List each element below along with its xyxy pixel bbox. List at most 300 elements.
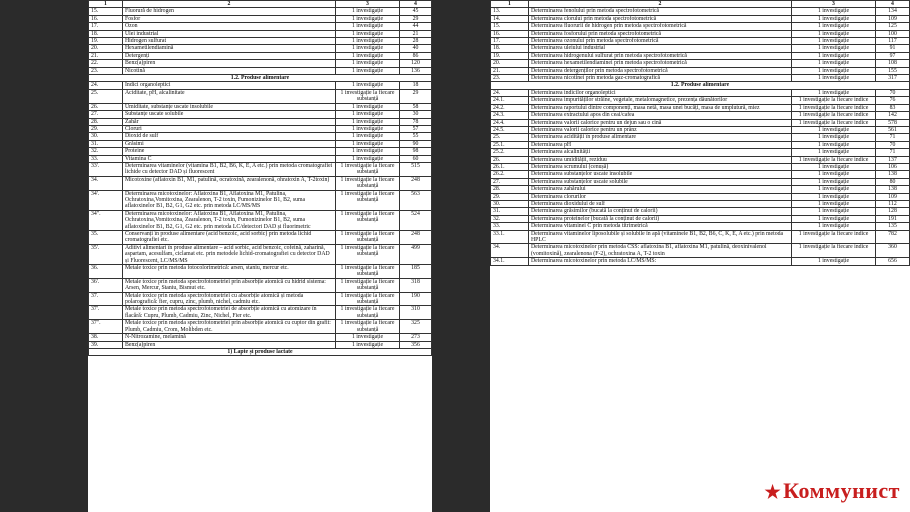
service-name: Vitamina C	[123, 155, 336, 162]
price-cell: 71	[876, 134, 910, 141]
price-cell: 86	[400, 52, 432, 59]
row-number: 16.	[89, 15, 123, 22]
table-row	[89, 176, 432, 190]
price-cell: 563	[400, 190, 432, 210]
row-number: 17.	[89, 23, 123, 30]
table-row	[491, 244, 910, 258]
row-number: 24.2.	[491, 104, 529, 111]
service-name: Determinarea micotoxinelor prin metoda CSS: aflatoxina B1, aflatoxina M1, patulină, deoxinivalenol (vomitoxină), zearalenona (F-2), ochratoxina A, T-2 toxin	[529, 244, 792, 258]
table-row	[491, 141, 910, 148]
price-cell: 138	[876, 186, 910, 193]
unit-cell: 1 investigație la fiecare substanță	[336, 292, 400, 306]
price-cell: 45	[400, 8, 432, 15]
service-name: Hexametilendiamină	[123, 45, 336, 52]
table-row	[491, 223, 910, 230]
right-document-page	[490, 0, 910, 512]
row-number: 15.	[491, 23, 529, 30]
price-cell: 18	[400, 82, 432, 89]
service-name: Aciditate, pH, alcalinitate	[123, 89, 336, 103]
unit-cell: 1 investigație	[792, 23, 876, 30]
section-title: 1.2. Produse alimentare	[89, 75, 432, 82]
service-name: Determinarea uleiului industrial	[529, 45, 792, 52]
service-name: Conservanți în produse alimentare (acid benzoic, acid sorbic) prin metoda lichid cromatografiei etc.	[123, 231, 336, 245]
unit-cell: 1 investigație la fiecare indice	[792, 104, 876, 111]
unit-cell: 1 investigație	[792, 163, 876, 170]
unit-cell: 1 investigație la fiecare substanță	[336, 244, 400, 264]
section-title: 1) Lapte și produse lactate	[89, 348, 432, 355]
price-cell: 138	[876, 171, 910, 178]
service-name: Fluorură de hidrogen	[123, 8, 336, 15]
price-cell: 135	[876, 223, 910, 230]
row-number: 19.	[89, 38, 123, 45]
service-name: Determinarea hexametilendiaminei prin metoda spectrofotometrică	[529, 60, 792, 67]
unit-cell: 1 investigație	[336, 38, 400, 45]
price-cell: 100	[876, 30, 910, 37]
service-name: Determinarea vitaminelor liposolubile și solubile în apă (vitaminele B1, B2, B6, C, K, E, A etc.) prin metoda HPLC	[529, 230, 792, 244]
unit-cell: 1 investigație	[792, 200, 876, 207]
service-name: Determinarea impurităților străine, vegetale, metalomagnetice, prezența dăunătorilor	[529, 97, 792, 104]
table-row	[89, 118, 432, 125]
row-number: 31.	[491, 208, 529, 215]
table-row	[491, 30, 910, 37]
unit-cell: 1 investigație	[336, 60, 400, 67]
row-number: 23.	[491, 75, 529, 82]
price-cell: 70	[876, 141, 910, 148]
right-price-table	[490, 0, 910, 266]
unit-cell: 1 investigație la fiecare substanță	[336, 89, 400, 103]
unit-cell: 1 investigație la fiecare substanță	[336, 210, 400, 230]
header-cell: 2	[123, 1, 336, 8]
table-row	[89, 60, 432, 67]
table-row	[89, 52, 432, 59]
service-name: Benz(a)piren	[123, 341, 336, 348]
price-cell: 356	[400, 341, 432, 348]
table-row	[491, 208, 910, 215]
row-number: 28.	[491, 186, 529, 193]
price-cell: 190	[400, 292, 432, 306]
service-name: Indici organoleptici	[123, 82, 336, 89]
service-name: Determinarea fenolului prin metoda spectrofotometrică	[529, 8, 792, 15]
header-cell: 2	[529, 1, 792, 8]
service-name: N-Nitrozamine, melamină	[123, 334, 336, 341]
unit-cell: 1 investigație	[792, 223, 876, 230]
table-row	[89, 320, 432, 334]
service-name: Determinarea alcalinității	[529, 149, 792, 156]
service-name: Determinarea clorului prin metoda spectrofotometrică	[529, 15, 792, 22]
unit-cell: 1 investigație	[792, 38, 876, 45]
table-row	[89, 341, 432, 348]
price-cell: 137	[876, 156, 910, 163]
unit-cell: 1 investigație	[336, 103, 400, 110]
row-number: 25.2.	[491, 149, 529, 156]
service-name: Determinarea raportului dintre componenți, masa netă, masa unei bucăți, masa de umplutură, miez	[529, 104, 792, 111]
price-cell: 71	[876, 149, 910, 156]
header-cell: 3	[336, 1, 400, 8]
row-number: 26.2.	[491, 171, 529, 178]
price-cell: 29	[400, 15, 432, 22]
unit-cell: 1 investigație la fiecare substanță	[336, 231, 400, 245]
unit-cell: 1 investigație la fiecare indice	[792, 230, 876, 244]
row-number: 20.	[89, 45, 123, 52]
header-row	[89, 1, 432, 8]
service-name: Ulei industrial	[123, 30, 336, 37]
price-cell: 106	[876, 163, 910, 170]
table-row	[491, 230, 910, 244]
unit-cell: 1 investigație	[792, 134, 876, 141]
row-number: 20.	[491, 60, 529, 67]
service-name: Determinarea umidității, reziduu	[529, 156, 792, 163]
service-name: Zahăr	[123, 118, 336, 125]
unit-cell: 1 investigație	[792, 89, 876, 96]
service-name: Metale toxice prin metoda spectrofotometriei cu absorbție atomică și metoda polarografică: fier, cupru, zinc, plumb, nichel, cadmiu etc.	[123, 292, 336, 306]
price-cell: 561	[876, 126, 910, 133]
watermark-text: Коммунист	[783, 478, 900, 503]
unit-cell: 1 investigație la fiecare substanță	[336, 176, 400, 190]
table-row	[491, 104, 910, 111]
row-number: 25.	[89, 89, 123, 103]
left-table-body	[89, 1, 432, 356]
row-number: 22.	[89, 60, 123, 67]
service-name: Determinarea micotoxinelor: Aflatoxina B1, Aflatoxina M1, Patulina, Ochratoxina,Vomitoxina, Zearalenon, T-2 toxin, Fumonizinelor B1, B2, suma aflatoxinelor B1, B2, G1, G2 etc. prin metoda LC/MS/MS	[123, 190, 336, 210]
service-name: Determinarea hidrogenului sulfurat prin metoda spectrofotometrică	[529, 52, 792, 59]
unit-cell: 1 investigație	[336, 30, 400, 37]
unit-cell: 1 investigație	[336, 45, 400, 52]
table-row	[491, 215, 910, 222]
unit-cell: 1 investigație la fiecare indice	[792, 244, 876, 258]
price-cell: 57	[400, 125, 432, 132]
unit-cell: 1 investigație	[336, 82, 400, 89]
table-row	[89, 231, 432, 245]
service-name: Determinarea dioxidului de sulf	[529, 200, 792, 207]
service-name: Determinarea clorurilor	[529, 193, 792, 200]
price-cell: 91	[876, 45, 910, 52]
service-name: Determinarea nicotinei prin metoda gaz-cromatografică	[529, 75, 792, 82]
unit-cell: 1 investigație	[336, 8, 400, 15]
row-number: 24.3.	[491, 112, 529, 119]
table-row	[89, 89, 432, 103]
unit-cell: 1 investigație	[336, 148, 400, 155]
service-name: Hidrogen sulfurat	[123, 38, 336, 45]
table-row	[89, 278, 432, 292]
row-number: 21.	[89, 52, 123, 59]
unit-cell: 1 investigație	[792, 208, 876, 215]
row-number: 14.	[491, 15, 529, 22]
table-row	[89, 148, 432, 155]
section-title: 1.2. Produse alimentare	[491, 82, 910, 89]
table-row	[89, 38, 432, 45]
unit-cell: 1 investigație	[336, 155, 400, 162]
unit-cell: 1 investigație la fiecare substanță	[336, 190, 400, 210]
service-name: Determinarea zahărului	[529, 186, 792, 193]
unit-cell: 1 investigație	[792, 8, 876, 15]
unit-cell: 1 investigație	[792, 178, 876, 185]
row-number: 26.	[491, 156, 529, 163]
table-row	[491, 75, 910, 82]
section-row	[89, 348, 432, 355]
price-cell: 191	[876, 215, 910, 222]
price-cell: 30	[400, 111, 432, 118]
service-name: Determinarea valorii calorice pentru un dejun sau o cină	[529, 119, 792, 126]
table-row	[491, 67, 910, 74]
service-name: Micotoxine (aflatoxin B1, M1, patulină, ocratoxină, zearalenonă, ohratoxin A, T-2toxin)	[123, 176, 336, 190]
unit-cell: 1 investigație	[336, 67, 400, 74]
table-row	[491, 178, 910, 185]
service-name: Metale toxice prin metoda fotocolorimetrică: arsen, staniu, mercur etc.	[123, 265, 336, 279]
unit-cell: 1 investigație	[336, 341, 400, 348]
row-number: 29.	[491, 193, 529, 200]
unit-cell: 1 investigație	[792, 30, 876, 37]
unit-cell: 1 investigație la fiecare indice	[792, 119, 876, 126]
service-name: Ozon	[123, 23, 336, 30]
price-cell: 125	[876, 23, 910, 30]
price-cell: 128	[876, 208, 910, 215]
price-cell: 60	[400, 155, 432, 162]
section-row	[89, 75, 432, 82]
row-number: 34.	[491, 244, 529, 258]
table-row	[89, 133, 432, 140]
row-number: 36'.	[89, 278, 123, 292]
row-number: 16.	[491, 30, 529, 37]
unit-cell: 1 investigație	[336, 15, 400, 22]
service-name: Determinarea pH	[529, 141, 792, 148]
table-row	[89, 162, 432, 176]
unit-cell: 1 investigație	[336, 140, 400, 147]
table-row	[491, 15, 910, 22]
right-table-body	[491, 1, 910, 266]
table-row	[89, 334, 432, 341]
table-row	[491, 134, 910, 141]
table-row	[89, 125, 432, 132]
row-number: 27.	[89, 111, 123, 118]
row-number: 15.	[89, 8, 123, 15]
service-name: Determinarea grăsimilor (bucată la conținut de calorii)	[529, 208, 792, 215]
section-row	[491, 82, 910, 89]
price-cell: 136	[400, 67, 432, 74]
table-row	[491, 112, 910, 119]
unit-cell: 1 investigație	[792, 45, 876, 52]
row-number: 19.	[491, 52, 529, 59]
unit-cell: 1 investigație	[792, 75, 876, 82]
table-row	[89, 15, 432, 22]
row-number: 25.1.	[491, 141, 529, 148]
table-row	[491, 97, 910, 104]
price-cell: 120	[400, 60, 432, 67]
service-name: Metale toxice prin metoda spectrofotometriei prin absorbție atomică cu hidrid sistema: Arsen, Mercur, Staniu, Bismut etc.	[123, 278, 336, 292]
price-cell: 78	[400, 118, 432, 125]
table-row	[491, 186, 910, 193]
price-cell: 134	[876, 8, 910, 15]
row-number: 34'.	[89, 190, 123, 210]
unit-cell: 1 investigație	[792, 193, 876, 200]
row-number: 18.	[491, 45, 529, 52]
price-cell: 97	[876, 52, 910, 59]
price-cell: 310	[400, 306, 432, 320]
price-cell: 360	[876, 244, 910, 258]
table-row	[491, 52, 910, 59]
table-row	[491, 163, 910, 170]
service-name: Determinarea extractului apos din ceai/cafea	[529, 112, 792, 119]
row-number: 21.	[491, 67, 529, 74]
table-row	[491, 200, 910, 207]
price-cell: 55	[400, 133, 432, 140]
price-cell: 109	[876, 193, 910, 200]
unit-cell: 1 investigație	[792, 15, 876, 22]
header-row	[491, 1, 910, 8]
service-name: Aditivi alimentari în produse alimentare – acid sorbic, acid benzoic, cofeină, zaharină, aspartam, acesulfam, ciclamat etc. prin metodele lichid-cromatografiei cu detector DAD și Fluorescent, LC/MS/MS	[123, 244, 336, 264]
table-row	[491, 60, 910, 67]
row-number: 30.	[491, 200, 529, 207]
unit-cell: 1 investigație	[792, 171, 876, 178]
price-cell: 112	[876, 200, 910, 207]
price-cell: 76	[876, 97, 910, 104]
row-number: 37".	[89, 320, 123, 334]
service-name: Grăsimi	[123, 140, 336, 147]
row-number: 35.	[89, 231, 123, 245]
table-row	[89, 306, 432, 320]
star-icon: ★	[764, 482, 782, 502]
row-number: 29.	[89, 125, 123, 132]
header-cell: 4	[400, 1, 432, 8]
row-number: 26.	[89, 103, 123, 110]
table-row	[89, 265, 432, 279]
price-cell: 185	[400, 265, 432, 279]
unit-cell: 1 investigație	[336, 334, 400, 341]
price-cell: 29	[400, 89, 432, 103]
price-cell: 782	[876, 230, 910, 244]
row-number: 18.	[89, 30, 123, 37]
table-row	[89, 292, 432, 306]
service-name: Proteine	[123, 148, 336, 155]
table-row	[491, 23, 910, 30]
unit-cell: 1 investigație	[792, 126, 876, 133]
row-number: 34.1.	[491, 258, 529, 265]
row-number: 35'.	[89, 244, 123, 264]
table-row	[89, 30, 432, 37]
header-cell: 3	[792, 1, 876, 8]
price-cell: 109	[876, 15, 910, 22]
row-number: 17.	[491, 38, 529, 45]
row-number: 24.4.	[491, 119, 529, 126]
unit-cell: 1 investigație	[792, 149, 876, 156]
price-cell: 317	[876, 75, 910, 82]
service-name: Umiditate, substanțe uscate insolubile	[123, 103, 336, 110]
row-number: 38.	[89, 334, 123, 341]
price-cell: 325	[400, 320, 432, 334]
price-cell: 578	[876, 119, 910, 126]
row-number: 33.1.	[491, 230, 529, 244]
row-number: 27.	[491, 178, 529, 185]
unit-cell: 1 investigație	[792, 215, 876, 222]
service-name: Determinarea substanțelor uscate insolubile	[529, 171, 792, 178]
price-cell: 40	[400, 45, 432, 52]
table-row	[491, 8, 910, 15]
price-cell: 248	[400, 176, 432, 190]
service-name: Metale toxice prin metoda spectrofotometriei prin absorbție atomică cu cuptor din grafit: Plumb, Cadmiu, Crom, Molibden etc.	[123, 320, 336, 334]
row-number: 36.	[89, 265, 123, 279]
price-cell: 90	[400, 140, 432, 147]
service-name: Substanțe uscate solubile	[123, 111, 336, 118]
price-cell: 155	[876, 67, 910, 74]
price-cell: 44	[400, 23, 432, 30]
unit-cell: 1 investigație	[336, 118, 400, 125]
table-row	[89, 244, 432, 264]
table-row	[89, 155, 432, 162]
row-number: 33'.	[89, 162, 123, 176]
row-number: 24.	[89, 82, 123, 89]
service-name: Determinarea micotoxinelor prin metoda LC/MS/MS:	[529, 258, 792, 265]
left-document-page	[88, 0, 432, 512]
table-row	[89, 8, 432, 15]
unit-cell: 1 investigație	[792, 141, 876, 148]
unit-cell: 1 investigație la fiecare substanță	[336, 162, 400, 176]
unit-cell: 1 investigație la fiecare substanță	[336, 265, 400, 279]
unit-cell: 1 investigație la fiecare substanță	[336, 278, 400, 292]
table-row	[491, 45, 910, 52]
price-cell: 318	[400, 278, 432, 292]
service-name: Determinarea fosforului prin metoda spectrofotometrică	[529, 30, 792, 37]
row-number: 26.1.	[491, 163, 529, 170]
service-name: Determinarea micotoxinelor: Aflatoxina B1, Aflatoxina M1, Patulina, Ochratoxina,Vomitoxina, Zearalenon, T-2 toxin, Fumonizinelor B1, B2, suma aflatoxinelor B1, B2, G1, G2 etc. prin metoda LC/detectori DAD și fluorimetric	[123, 210, 336, 230]
unit-cell: 1 investigație	[336, 23, 400, 30]
table-row	[89, 210, 432, 230]
row-number: 32.	[491, 215, 529, 222]
service-name: Determinarea scrumului (cenușă)	[529, 163, 792, 170]
price-cell: 273	[400, 334, 432, 341]
service-name: Determinarea vitaminei C prin metoda titrimetrică	[529, 223, 792, 230]
service-name: Determinarea acidității în produse alimentare	[529, 134, 792, 141]
price-cell: 524	[400, 210, 432, 230]
price-cell: 117	[876, 38, 910, 45]
service-name: Nicotină	[123, 67, 336, 74]
price-cell: 98	[400, 148, 432, 155]
service-name: Fosfor	[123, 15, 336, 22]
unit-cell: 1 investigație	[792, 60, 876, 67]
service-name: Determinarea valorii calorice pentru un prânz	[529, 126, 792, 133]
table-row	[89, 140, 432, 147]
row-number: 28.	[89, 118, 123, 125]
service-name: Determinarea ozonului prin metoda spectrofotometrică	[529, 38, 792, 45]
table-row	[491, 258, 910, 265]
row-number: 34".	[89, 210, 123, 230]
service-name: Determinarea substanțelor uscate solubile	[529, 178, 792, 185]
header-cell: 1	[89, 1, 123, 8]
service-name: Dioxid de sulf	[123, 133, 336, 140]
row-number: 32.	[89, 148, 123, 155]
row-number: 37.	[89, 292, 123, 306]
row-number: 13.	[491, 8, 529, 15]
service-name: Determinarea proteinelor (bucată la conținut de calorii)	[529, 215, 792, 222]
row-number: 34.	[89, 176, 123, 190]
price-cell: 248	[400, 231, 432, 245]
service-name: Benz(a)piren	[123, 60, 336, 67]
table-row	[89, 67, 432, 74]
service-name: Metale toxice prin metoda spectrofotometriei de absorbție atomică cu atomizare în flacără: Cupru, Plumb, Cadmiu, Zinc, Nichel, Fier etc.	[123, 306, 336, 320]
row-number: 33.	[89, 155, 123, 162]
unit-cell: 1 investigație la fiecare indice	[792, 97, 876, 104]
price-cell: 108	[876, 60, 910, 67]
header-cell: 1	[491, 1, 529, 8]
row-number: 39.	[89, 341, 123, 348]
unit-cell: 1 investigație la fiecare indice	[792, 112, 876, 119]
service-name: Cloruri	[123, 125, 336, 132]
table-row	[89, 111, 432, 118]
unit-cell: 1 investigație	[336, 133, 400, 140]
row-number: 24.	[491, 89, 529, 96]
row-number: 24.1.	[491, 97, 529, 104]
price-cell: 70	[876, 89, 910, 96]
table-row	[491, 126, 910, 133]
service-name: Determinarea fluorurii de hidrogen prin metoda spectrofotometrică	[529, 23, 792, 30]
